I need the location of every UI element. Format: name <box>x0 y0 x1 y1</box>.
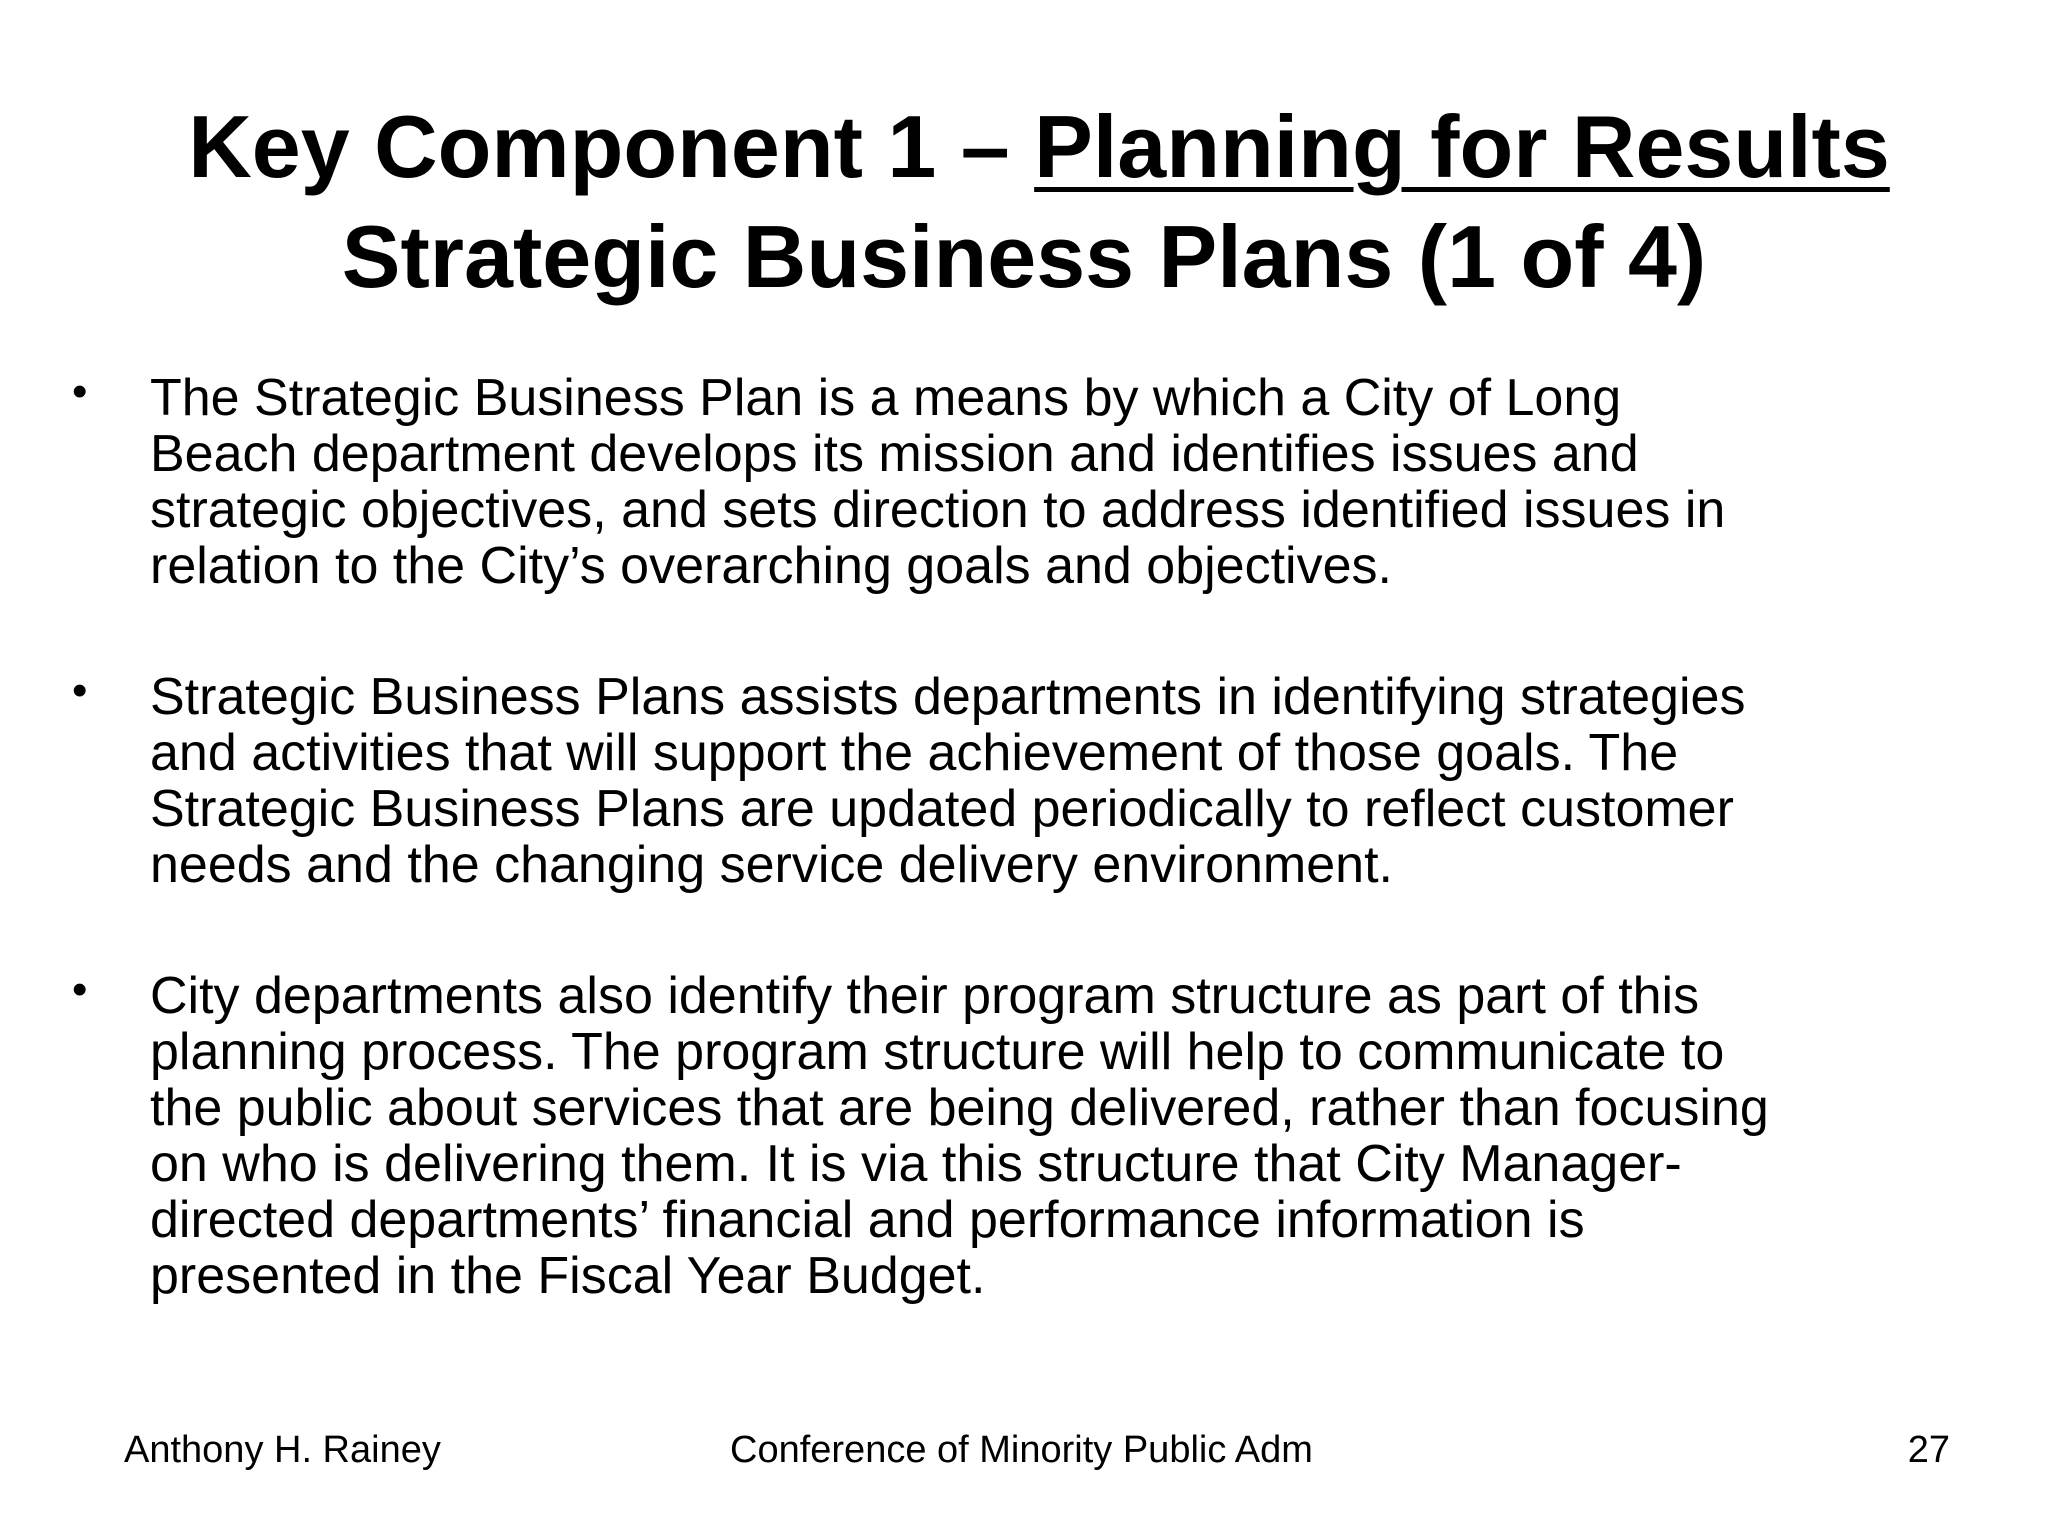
bullet-text-line: the public about services that are being delivered, rather than focusing <box>150 1079 1769 1137</box>
bullet-text-line: Strategic Business Plans assists departments in identifying strategies <box>150 668 1746 726</box>
bullet-text-line: The Strategic Business Plan is a means by which a City of Long <box>150 369 1622 427</box>
bullet-text-line: Strategic Business Plans are updated periodically to reflect customer <box>150 780 1734 838</box>
bullet-text-line: relation to the City’s overarching goals and objectives. <box>150 537 1392 595</box>
title-underlined-phrase: Planning for Results <box>1034 97 1890 196</box>
bullet-text-line: on who is delivering them. It is via this structure that City Manager- <box>150 1135 1682 1193</box>
bullet-text-line: presented in the Fiscal Year Budget. <box>150 1247 986 1305</box>
bullet-text-line: planning process. The program structure will help to communicate to <box>150 1023 1725 1081</box>
bullet-text-line: strategic objectives, and sets direction to address identified issues in <box>150 481 1726 539</box>
title-line-2: Strategic Business Plans (1 of 4) <box>341 207 1707 306</box>
bullet-dot-icon: • <box>72 367 88 416</box>
bullet-dot-icon: • <box>72 965 88 1014</box>
footer-page-number: 27 <box>1907 1429 1950 1471</box>
slide-title <box>0 92 2048 312</box>
footer-author: Anthony H. Rainey <box>124 1429 441 1471</box>
bullet-item <box>72 367 1972 595</box>
bullet-list <box>72 367 1972 1379</box>
title-line-1 <box>0 92 2048 202</box>
bullet-text-line: Beach department develops its mission and identifies issues and <box>150 425 1639 483</box>
bullet-item <box>72 965 1972 1305</box>
bullet-text-line: and activities that will support the achievement of those goals. The <box>150 724 1679 782</box>
bullet-dot-icon: • <box>72 666 88 715</box>
bullet-text-line: needs and the changing service delivery environment. <box>150 836 1393 894</box>
bullet-text-line: City departments also identify their program structure as part of this <box>150 967 1700 1025</box>
bullet-item <box>72 666 1972 894</box>
footer-conference: Conference of Minority Public Adm <box>730 1429 1313 1471</box>
bullet-text-line: directed departments’ financial and performance information is <box>150 1191 1585 1249</box>
title-prefix: Key Component 1 – <box>188 97 1035 196</box>
